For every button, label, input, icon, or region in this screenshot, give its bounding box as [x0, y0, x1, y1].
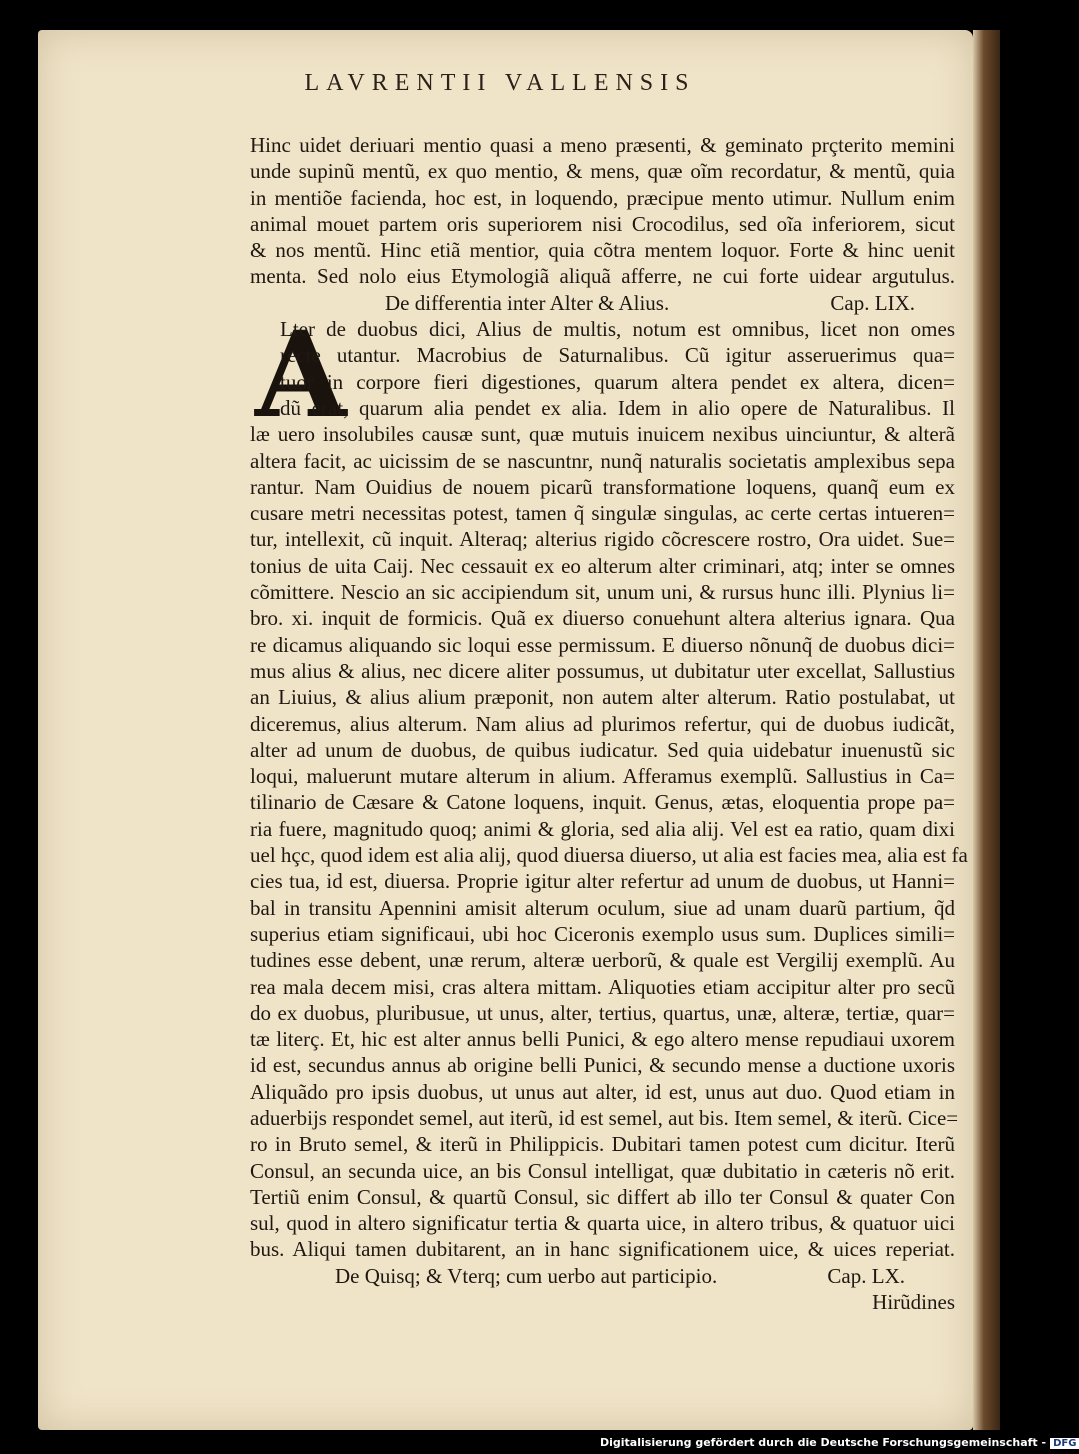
text-line: læ uero insolubiles causæ sunt, quæ mutuis inuicem nexibus uinciuntur, & alterã — [250, 422, 955, 447]
text-line: ro in Bruto semel, & iterũ in Philippicis. Dubitari tamen potest cum dicitur. Iterũ — [250, 1132, 955, 1157]
text-line: cies tua, id est, diuersa. Proprie igitur alter refertur ad unum de duobus, ut Hanni= — [250, 869, 955, 894]
text-line: Lter de duobus dici, Alius de multis, notum est omnibus, licet non omes — [280, 317, 955, 342]
running-header: LAVRENTII VALLENSIS — [304, 70, 696, 96]
text-line: bus. Aliqui tamen dubitarent, an in hanc significationem uice, & uices reperiat. — [250, 1237, 955, 1262]
chapter-number: Cap. LX. — [827, 1263, 905, 1288]
paragraph-dropcap — [250, 316, 955, 421]
drop-cap-initial: A — [255, 305, 347, 444]
paragraph-main — [250, 421, 968, 1263]
text-line: superius etiam significaui, ubi hoc Ciceronis exemplo usus sum. Duplices simili= — [250, 921, 955, 946]
text-line: recte utantur. Macrobius de Saturnalibus. Cũ igitur asseruerimus qua= — [280, 343, 955, 368]
text-line: bal in transitu Apennini amisit alterum oculum, siue ad unam duarũ partium, q̃d — [250, 895, 955, 920]
text-line: cusare metri necessitas potest, tamen q̃ singulæ singulas, ac certe certas intueren= — [250, 501, 955, 526]
text-line: diceremus, alius alterum. Nam alius ad plurimos refertur, qui de duobus iudicãt, — [250, 711, 955, 736]
text-line: ria fuere, magnitudo quoq; animi & gloria, sed alia alij. Vel est ea ratio, quam dixi — [250, 816, 955, 841]
text-line: cõmittere. Nescio an sic accipiendum sit, unum uni, & rursus hunc illi. Plynius li= — [250, 580, 955, 605]
text-line: tur, intellexit, cũ inquit. Alteraq; alterius rigido cõcrescere rostro, Ora uidet. Sue= — [250, 527, 955, 552]
text-line: dũ erat, quarum alia pendet ex alia. Idem in alio opere de Naturalibus. Il — [280, 395, 955, 420]
text-line: tuor in corpore fieri digestiones, quarum altera pendet ex altera, dicen= — [280, 369, 955, 394]
text-line: menta. Sed nolo eius Etymologiã aliquã afferre, ne cui forte uidear argutulus. — [250, 264, 955, 289]
text-line: loqui, maluerunt mutare alterum in alium. Afferamus exemplũ. Sallustius in Ca= — [250, 764, 955, 789]
text-line: Consul, an secunda uice, an bis Consul intelligat, quæ dubitatio in cæteris nõ erit. — [250, 1158, 955, 1183]
text-line: sul, quod in altero significatur tertia & quarta uice, in altero tribus, & quatuor uici — [250, 1211, 955, 1236]
text-line: tonius de uita Caij. Nec cessauit ex eo alterum alter criminari, atq; inter se omnes — [250, 553, 955, 578]
digitization-footer — [600, 1436, 1079, 1449]
chapter-heading-lix — [250, 290, 955, 316]
book-spine — [973, 30, 1000, 1430]
chapter-title: De Quisq; & Vterq; cum uerbo aut participio. — [335, 1263, 718, 1288]
text-line: rea mala decem misi, cras altera mittam. Aliquoties etiam accipitur alter pro secũ — [250, 974, 955, 999]
text-line: altera facit, ac uicissim de se nascuntnr, nunq̃ naturalis societatis amplexibus sepa — [250, 448, 955, 473]
text-line: tæ literç. Et, hic est alter annus belli Punici, & ego altero mense repudiaui uxorem — [250, 1027, 955, 1052]
text-line: mus alius & alius, nec dicere aliter possumus, ut dubitatur uter excellat, Sallustius — [250, 658, 955, 683]
text-line: re dicamus aliquando sic loqui esse permissum. E diuerso nõnunq̃ de duobus dici= — [250, 632, 955, 657]
text-line: animal mouet partem oris superiorem nisi Crocodilus, sed oĩa inferiorem, sicut — [250, 211, 955, 236]
paragraph-top — [250, 132, 955, 290]
text-line: in mentiõe facienda, hoc est, in loquendo, præcipue mento utimur. Nullum enim — [250, 185, 955, 210]
text-line: Aliquãdo pro ipsis duobus, ut unus aut alter, id est, unus aut duo. Quod etiam in — [250, 1079, 955, 1104]
body-text — [250, 132, 968, 1315]
text-line: rantur. Nam Ouidius de nouem picarũ transformatione loquens, quanq̃ eum ex — [250, 474, 955, 499]
text-line: an Liuius, & alius alium præponit, non autem alter alterum. Ratio postulabat, ut — [250, 685, 955, 710]
text-line: & nos mentũ. Hinc etiã mentior, quia cõtra mentem loquor. Forte & hinc uenit — [250, 238, 955, 263]
footer-credit: Digitalisierung gefördert durch die Deutsche Forschungsgemeinschaft - — [600, 1436, 1047, 1449]
text-line: tilinario de Cæsare & Catone loquens, inquit. Genus, ætas, eloquentia prope pa= — [250, 790, 955, 815]
chapter-heading-lx — [250, 1263, 955, 1289]
text-line: do ex duobus, pluribusue, ut unus, alter, tertius, quartus, unæ, alteræ, tertiæ, quar= — [250, 1000, 955, 1025]
text-line: aduerbijs respondet semel, aut iterũ, id est semel, aut bis. Item semel, & iterũ. Cice= — [250, 1105, 959, 1130]
chapter-number: Cap. LIX. — [830, 290, 915, 315]
text-line: bro. xi. inquit de formicis. Quã ex diuerso conuehunt altera alterius ignara. Qua — [250, 606, 955, 631]
text-line: uel hçc, quod idem est alia alij, quod diuersa diuerso, ut alia est facies mea, alia est fa — [250, 843, 968, 868]
text-line: tudines esse debent, unæ rerum, alteræ uerborũ, & quale est Vergilij exemplũ. Au — [250, 948, 955, 973]
text-line: Tertiũ enim Consul, & quartũ Consul, sic differt ab illo ter Consul & quater Con — [250, 1184, 955, 1209]
text-line: id est, secundus annus ab origine belli Punici, & secundo mense a ductione uxoris — [250, 1053, 955, 1078]
text-line: alter ad unum de duobus, de quibus iudicatur. Sed quia uidebatur inuenustũ sic — [250, 737, 955, 762]
text-line: unde supinũ mentũ, ex quo mentio, & mens, quæ oĩm recordatur, & mentũ, quia — [250, 159, 955, 184]
dfg-logo: DFG — [1050, 1438, 1079, 1449]
chapter-title: De differentia inter Alter & Alius. — [385, 290, 670, 315]
catchword: Hirũdines — [872, 1290, 955, 1315]
text-line: Hinc uidet deriuari mentio quasi a meno præsenti, & geminato prçterito memini — [250, 133, 955, 157]
